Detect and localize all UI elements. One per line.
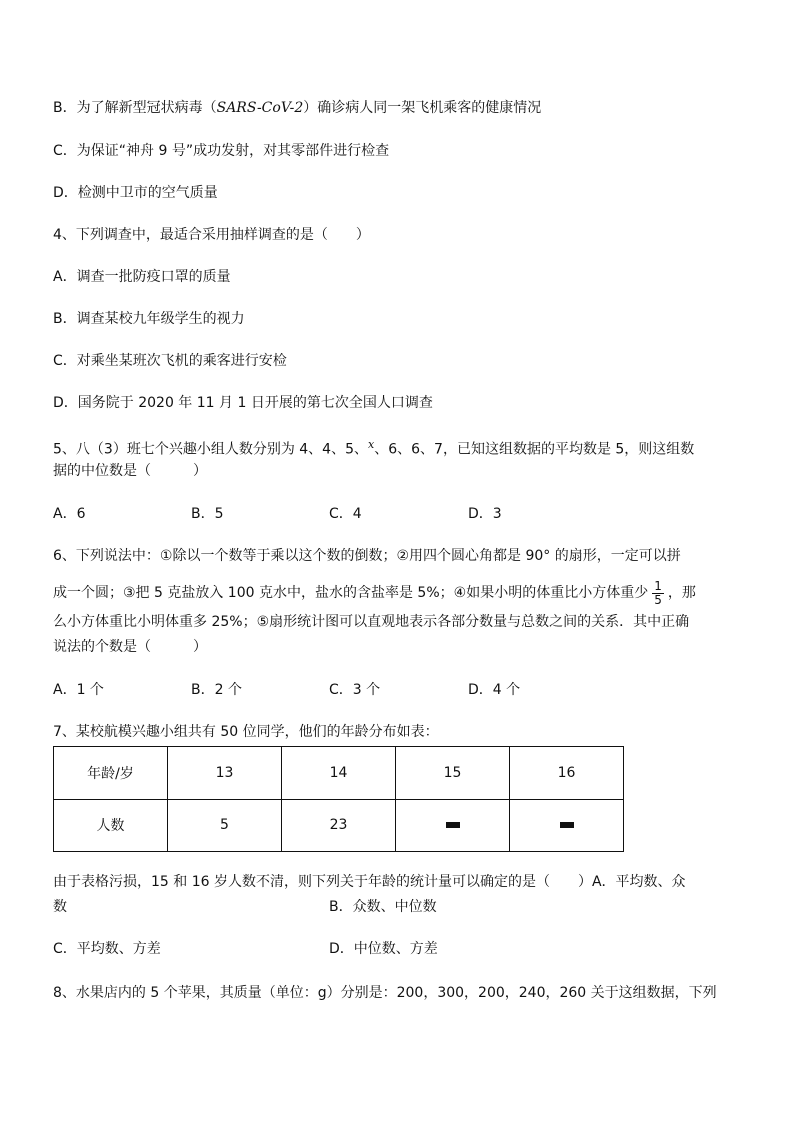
q6-stem-line1: 6、下列说法中：①除以一个数等于乘以这个数的倒数；②用四个圆心角都是 90° 的扇形，一定可以拼 [53,548,681,564]
q7-option-b: B．众数、中位数 [329,899,437,915]
q4-option-d: D．国务院于 2020 年 11 月 1 日开展的第七次全国人口调查 [53,395,433,411]
q8-stem: 8、水果店内的 5 个苹果，其质量（单位：g）分别是：200，300，200，240，260 关于这组数据，下列 [53,985,717,1001]
q6-fraction-numerator: 1 [654,578,662,593]
q5-variable-x: x [368,438,375,451]
q5-option-c: C．4 [329,506,362,522]
q6-fraction [652,580,664,607]
q3-option-c: C．为保证“神舟 9 号”成功发射，对其零部件进行检查 [53,143,390,159]
q7-after-line2: 数 [53,899,67,915]
q4-option-b: B．调查某校九年级学生的视力 [53,311,245,327]
q7-option-c: C．平均数、方差 [53,941,161,957]
q6-option-a: A．1 个 [53,682,104,698]
q6-option-c: C．3 个 [329,682,381,698]
q3-option-b-suffix: ）确诊病人同一架飞机乘客的健康情况 [303,100,542,116]
q7-after-line1: 由于表格污损，15 和 16 岁人数不清，则下列关于年龄的统计量可以确定的是（ ）A．平均数、众 [53,874,686,890]
age-distribution-table [53,746,624,852]
table-cell-age: 14 [282,747,396,800]
q4-stem: 4、下列调查中，最适合采用抽样调查的是（ ） [53,227,370,243]
table-cell-count: 5 [168,799,282,852]
q7-option-d: D．中位数、方差 [329,941,438,957]
smudge-mark [560,822,574,828]
table-row [54,747,624,800]
q6-stem-line2 [53,578,696,608]
q6-stem-line2-b: ，那 [667,585,696,601]
q3-option-b [53,98,541,118]
q6-fraction-denominator: 5 [654,592,662,607]
q6-option-d: D．4 个 [468,682,521,698]
table-cell-age: 13 [168,747,282,800]
table-header-count: 人数 [54,799,168,852]
table-cell-count: 23 [282,799,396,852]
q3-option-b-virus: SARS-CoV-2 [216,100,304,116]
q4-option-c: C．对乘坐某班次飞机的乘客进行安检 [53,353,287,369]
q5-option-b: B．5 [191,506,224,522]
q5-option-d: D．3 [468,506,502,522]
table-cell-age: 16 [510,747,624,800]
q7-stem: 7、某校航模兴趣小组共有 50 位同学，他们的年龄分布如表： [53,724,439,740]
q6-stem-line4: 说法的个数是（ ） [53,639,207,655]
smudge-mark [446,822,460,828]
q5-stem-part-b: 、6、6、7，已知这组数据的平均数是 5，则这组数 [374,441,695,458]
table-cell-smudged [510,799,624,852]
q5-stem-line1 [53,435,694,460]
q5-stem-part-a: 5、八（3）班七个兴趣小组人数分别为 4、4、5、 [53,441,368,458]
q3-option-b-prefix: B．为了解新型冠状病毒（ [53,100,217,116]
table-row [54,799,624,852]
q6-stem-line2-a: 成一个圆；③把 5 克盐放入 100 克水中，盐水的含盐率是 5%；④如果小明的体重比小方体重少 [53,585,649,601]
q6-stem-line3: 么小方体重比小明体重多 25%；⑤扇形统计图可以直观地表示各部分数量与总数之间的关系．其中正确 [53,614,690,630]
table-cell-smudged [396,799,510,852]
table-cell-age: 15 [396,747,510,800]
q6-option-b: B．2 个 [191,682,242,698]
q5-option-a: A．6 [53,506,86,522]
table-header-age: 年龄/岁 [54,747,168,800]
q5-stem-line2: 据的中位数是（ ） [53,463,207,479]
q3-option-d: D．检测中卫市的空气质量 [53,185,218,201]
q4-option-a: A．调查一批防疫口罩的质量 [53,269,231,285]
